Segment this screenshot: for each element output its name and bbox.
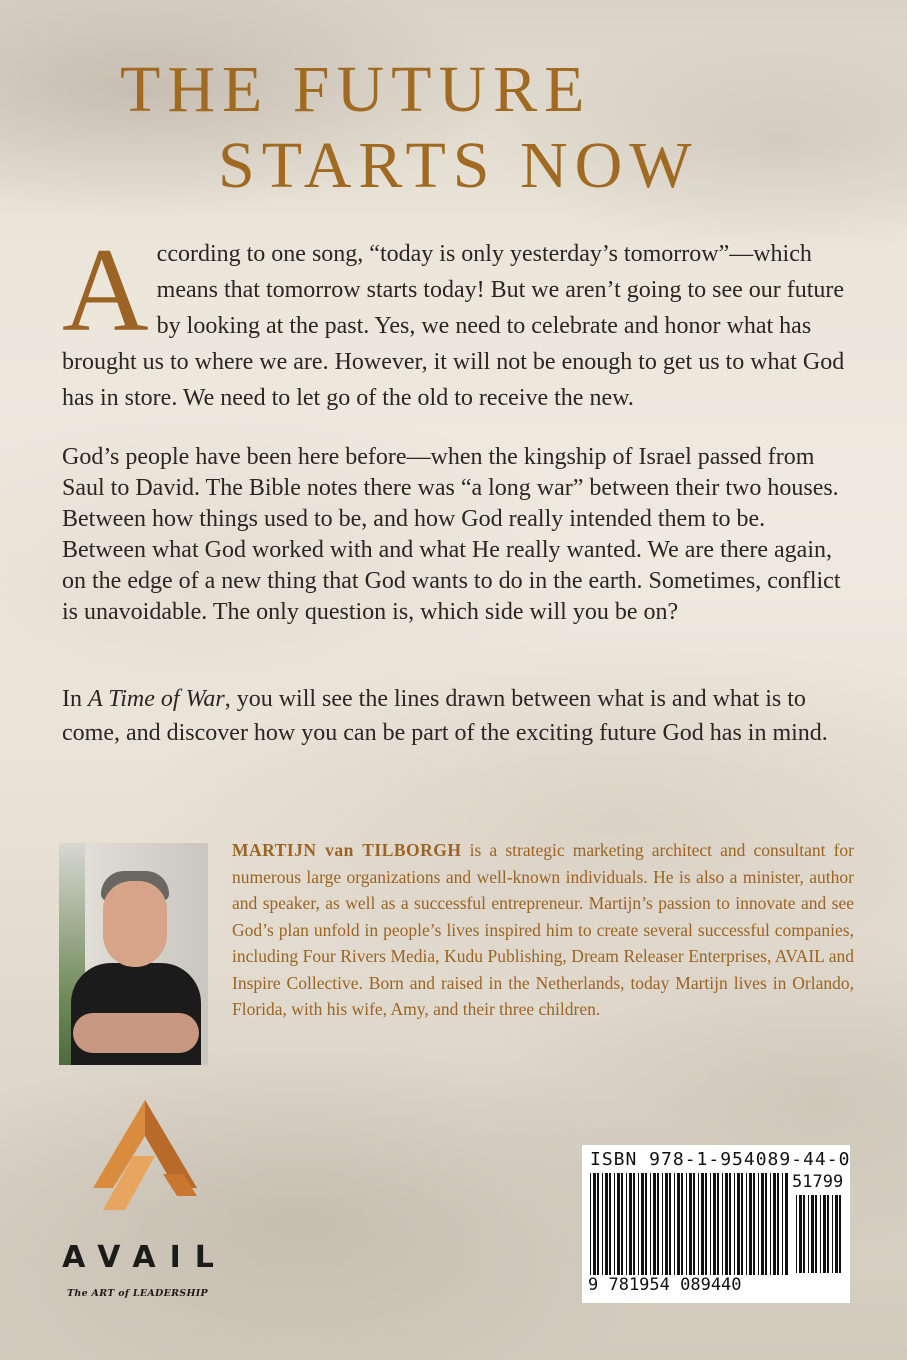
book-title-italic: A Time of War: [88, 686, 225, 712]
drop-cap: A: [62, 223, 149, 356]
publisher-name: AVAIL: [62, 1240, 228, 1275]
ean-barcode-bars: [588, 1173, 788, 1283]
addon-barcode-bars: [794, 1195, 846, 1295]
intro-paragraph: [62, 223, 854, 416]
paragraph3-rest: , you will see the lines drawn between what is and what is to come, and discover how you can be part of the exciting future God has in mind.: [62, 686, 828, 746]
price-code: 51799: [792, 1172, 844, 1192]
headline-line-1: THE FUTURE: [120, 53, 592, 126]
author-bio-text: is a strategic marketing architect and consultant for numerous large organizations and well-known individuals. He is also a minister, author and speaker, as well as a successful entrepreneur. Martijn’s passion to innovate and see God’s plan unfold in people’s lives inspired him to create several successful companies, including Four Rivers Media, Kudu Publishing, Dream Releaser Enterprises, AVAIL and Inspire Collective. Born and raised in the Netherlands, today Martijn lives in Orlando, Florida, with his wife, Amy, and their three children.: [232, 840, 854, 1019]
isbn-barcode: [582, 1145, 850, 1303]
publisher-logo: [57, 1100, 233, 1310]
isbn-label: ISBN 978-1-954089-44-0: [590, 1149, 851, 1170]
author-name: MARTIJN van TILBORGH: [232, 840, 462, 860]
publisher-tagline: The ART of LEADERSHIP: [67, 1288, 208, 1299]
ean-digits: 9 781954 089440: [588, 1275, 742, 1295]
headline-line-2: STARTS NOW: [218, 129, 699, 202]
paragraph3-lead: In: [62, 686, 88, 712]
photo-head: [103, 881, 167, 967]
author-bio: [232, 837, 854, 1023]
avail-logo-mark-icon: [93, 1100, 197, 1220]
body-paragraph-2: God’s people have been here before—when the kingship of Israel passed from Saul to David. The Bible notes there was “a long war” between their two houses. Between how things used to be, and how God really intended them to be. Between what God worked with and what He really wanted. We are there again, on the edge of a new thing that God wants to do in the earth. Sometimes, conflict is unavoidable. The only question is, which side will you be on?: [62, 444, 841, 625]
intro-text: ccording to one song, “today is only yesterday’s tomorrow”—which means that tomorrow starts today! But we aren’t going to see our future by looking at the past. Yes, we need to celebrate and honor what has brought us to where we are. However, it will not be enough to get us to what God has in store. We need to let go of the old to receive the new.: [62, 241, 845, 411]
author-photo: [59, 843, 208, 1065]
photo-crossed-arms: [73, 1013, 199, 1053]
body-paragraph-3: [62, 682, 854, 750]
